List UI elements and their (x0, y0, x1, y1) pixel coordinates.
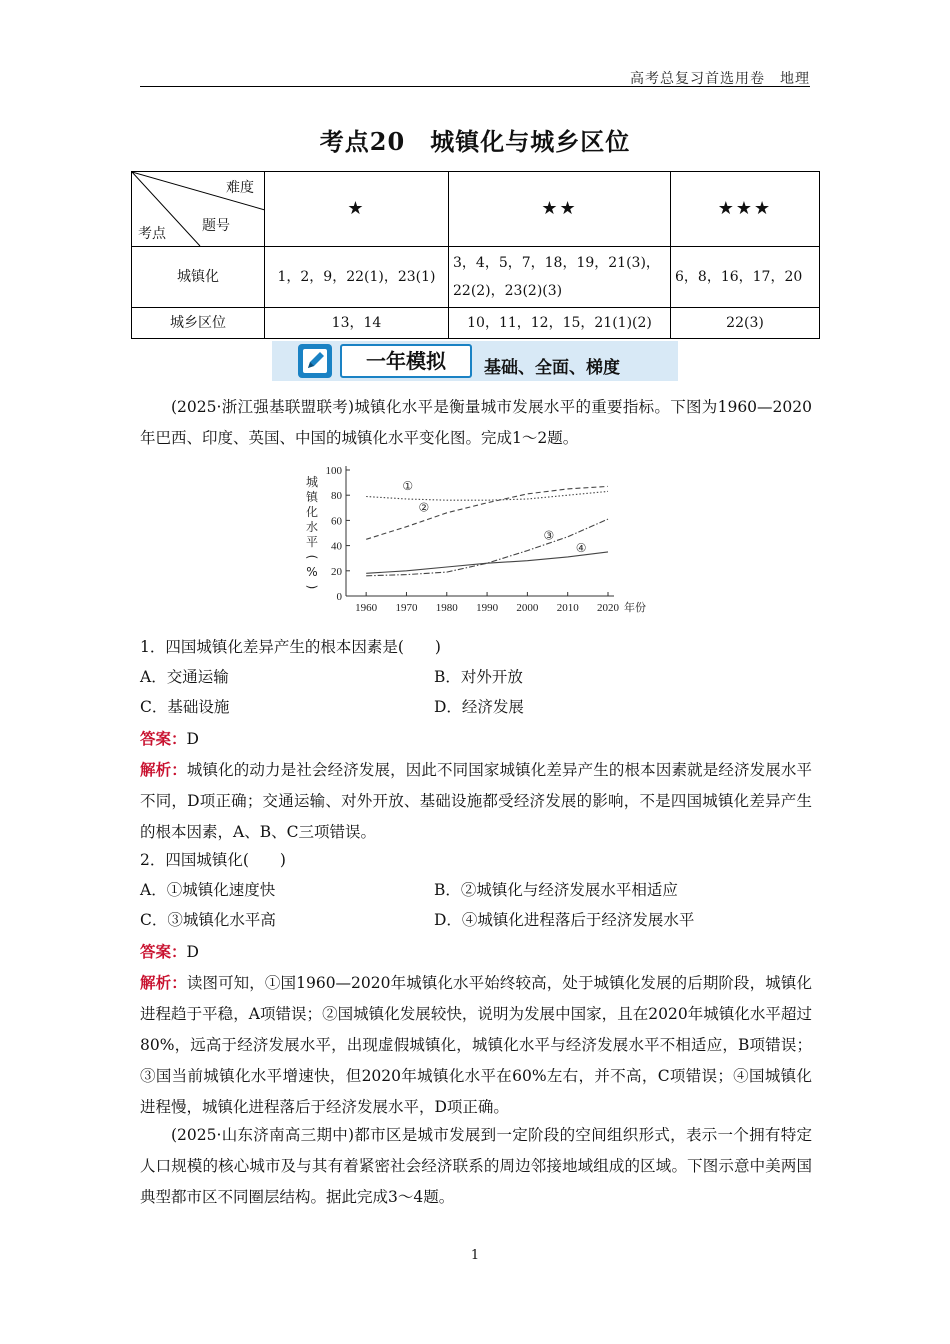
page-title: 考点20 城镇化与城乡区位 (319, 127, 631, 156)
y-axis-label-char: ) (305, 584, 319, 590)
analysis-label: 解析： (140, 760, 187, 779)
q2-option-a: A．①城镇化速度快 (140, 881, 276, 899)
row-cell: 3，4，5，7，18，19，21(3)，22(2)，23(2)(3) (449, 247, 671, 308)
y-axis-label-char: 化 (305, 505, 319, 519)
analysis-label: 解析： (140, 973, 187, 992)
q1-stem: 1．四国城镇化差异产生的根本因素是( ) (140, 638, 441, 656)
x-tick-label: 1960 (355, 602, 378, 614)
level-1-header: ★ (265, 172, 449, 247)
answer-value: D (186, 943, 199, 961)
y-tick-label: 20 (331, 565, 342, 578)
corner-difficulty: 难度 (226, 180, 254, 196)
y-tick-label: 60 (331, 515, 342, 528)
x-axis-label: 年份 (624, 601, 646, 614)
y-tick-label: 80 (331, 490, 342, 503)
y-tick-label: 100 (325, 465, 342, 477)
x-tick-label: 1990 (476, 602, 499, 614)
intro-paragraph-2: (2025·山东济南高三期中)都市区是城市发展到一定阶段的空间组织形式，表示一个拥有特定人口规模的核心城市及与其有着紧密社会经济联系的周边邻接地域组成的区域。下图示意中美两国典型都市区不同圈层结构。据此完成3～4题。 (140, 1126, 812, 1206)
table-row (132, 308, 820, 339)
y-axis-label-char: 平 (305, 535, 319, 549)
series-line (366, 486, 608, 539)
series-line (366, 519, 608, 576)
q2-option-b: B．②城镇化与经济发展水平相适应 (434, 881, 678, 899)
running-header: 高考总复习首选用卷 地理 (630, 71, 810, 87)
table-corner-cell (132, 172, 265, 247)
banner-tag: 一年模拟 (340, 344, 472, 378)
q1-option-d: D．经济发展 (434, 698, 524, 716)
y-axis-label-char: ( (305, 554, 319, 560)
corner-question-no: 题号 (202, 218, 230, 234)
q2-answer (140, 936, 199, 968)
row-cell: 22(3) (671, 308, 820, 339)
q1-option-c: C．基础设施 (140, 698, 230, 716)
series-label: ① (402, 479, 414, 494)
q2-option-c: C．③城镇化水平高 (140, 911, 276, 929)
answer-value: D (186, 730, 199, 748)
banner-subtitle: 基础、全面、梯度 (484, 358, 620, 378)
answer-label: 答案： (140, 729, 187, 748)
intro-paragraph-1: (2025·浙江强基联盟联考)城镇化水平是衡量城市发展水平的重要指标。下图为1960—2020年巴西、印度、英国、中国的城镇化水平变化图。完成1～2题。 (140, 398, 812, 447)
row-cell: 6，8，16，17，20 (671, 247, 820, 308)
answer-label: 答案： (140, 942, 187, 961)
x-tick-label: 1970 (395, 602, 418, 614)
level-3-header: ★★★ (671, 172, 820, 247)
q1-option-a: A．交通运输 (140, 668, 229, 686)
y-tick-label: 40 (331, 540, 342, 553)
level-2-header: ★★ (449, 172, 671, 247)
corner-topic: 考点 (138, 226, 166, 242)
pencil-icon (298, 344, 332, 378)
section-banner (272, 341, 678, 381)
row-topic: 城镇化 (132, 247, 265, 308)
series-label: ③ (543, 528, 555, 543)
row-cell: 1，2，9，22(1)，23(1) (265, 247, 449, 308)
q2-option-d: D．④城镇化进程落后于经济发展水平 (434, 911, 695, 929)
row-cell: 13，14 (265, 308, 449, 339)
y-axis-label-char: 城 (305, 475, 319, 489)
x-tick-label: 2010 (556, 602, 579, 614)
y-tick-label: 0 (336, 591, 342, 603)
difficulty-table (131, 171, 820, 339)
y-axis-label-char: 镇 (305, 490, 319, 504)
x-tick-label: 2000 (516, 602, 539, 614)
q2-analysis (140, 967, 812, 1123)
table-row (132, 247, 820, 308)
x-tick-label: 1980 (435, 602, 458, 614)
y-axis-label-char: % (306, 565, 318, 579)
analysis-text: 城镇化的动力是社会经济发展，因此不同国家城镇化差异产生的根本因素就是经济发展水平不同，D项正确；交通运输、对外开放、基础设施都受经济发展的影响，不是四国城镇化差异产生的根本因素，A、B、C三项错误。 (140, 761, 812, 841)
analysis-text: 读图可知，①国1960—2020年城镇化水平始终较高，处于城镇化发展的后期阶段，城镇化进程趋于平稳，A项错误；②国城镇化发展较快，说明为发展中国家，且在2020年城镇化水平超过80%，远高于经济发展水平，出现虚假城镇化，城镇化水平与经济发展水平不相适应，B项错误；③国当前城镇化水平增速快，但2020年城镇化水平在60%左右，并不高，C项错误；④国城镇化进程慢，城镇化进程落后于经济发展水平，D项正确。 (140, 974, 812, 1116)
q1-answer (140, 723, 199, 755)
urbanization-line-chart (298, 460, 658, 618)
q1-option-b: B．对外开放 (434, 668, 523, 686)
q2-stem: 2．四国城镇化( ) (140, 851, 286, 869)
series-label: ④ (575, 540, 587, 555)
y-axis-label-char: 水 (305, 520, 319, 534)
row-cell: 10，11，12，15，21(1)(2) (449, 308, 671, 339)
q1-analysis (140, 754, 812, 848)
series-line (366, 552, 608, 573)
page-number: 1 (470, 1248, 480, 1263)
row-topic: 城乡区位 (132, 308, 265, 339)
header-rule (140, 86, 810, 87)
x-tick-label: 2020 (597, 602, 619, 614)
series-label: ② (418, 500, 430, 515)
